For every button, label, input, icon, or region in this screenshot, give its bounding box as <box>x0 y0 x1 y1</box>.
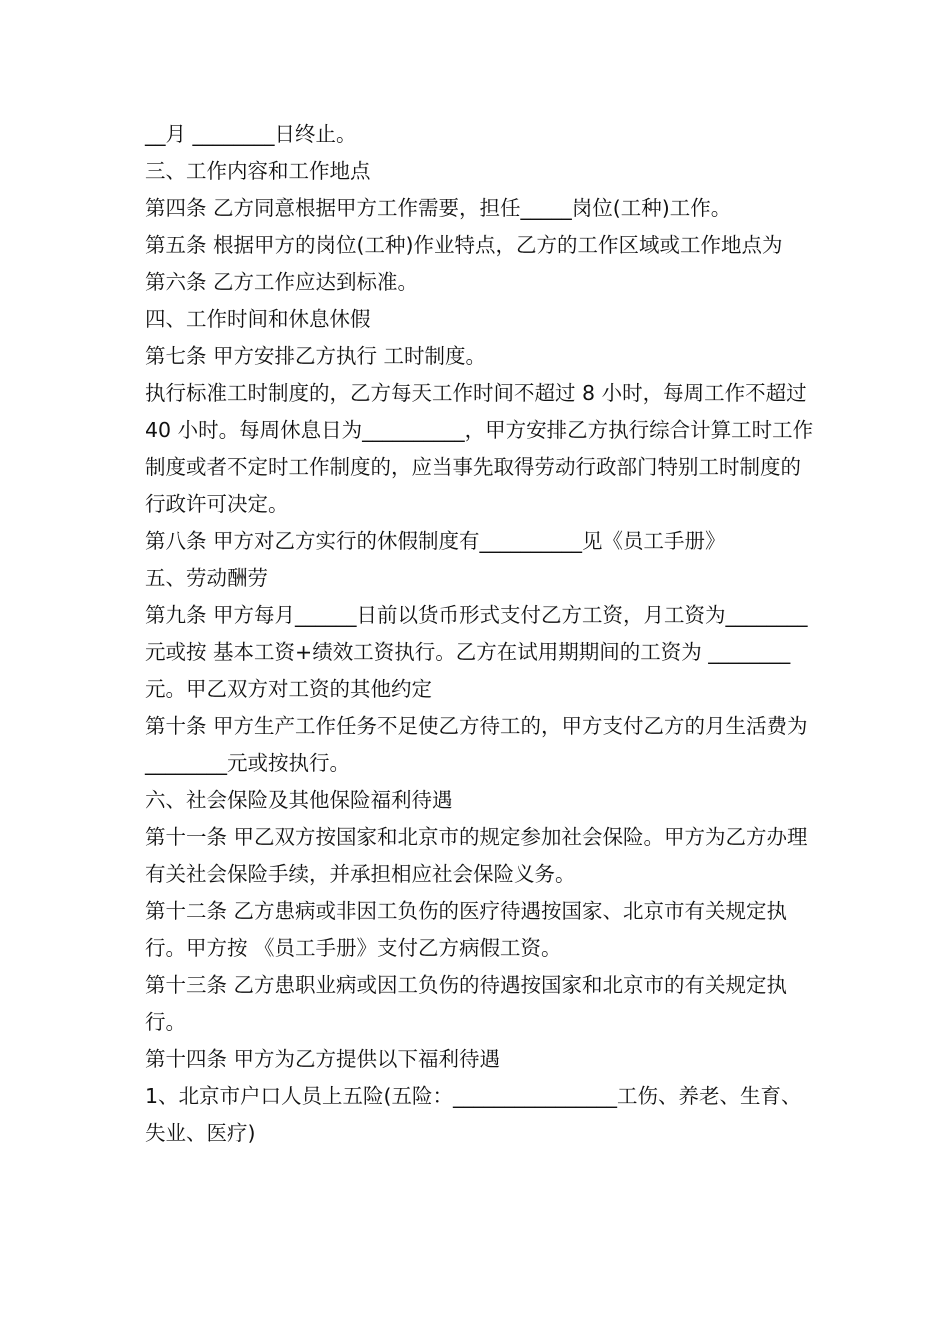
article-11: 第十一条 甲乙双方按国家和北京市的规定参加社会保险。甲方为乙方办理有关社会保险手续，并承担相应社会保险义务。 <box>145 825 808 886</box>
article-7: 第七条 甲方安排乙方执行 工时制度。 <box>145 344 487 368</box>
section-heading-social-insurance: 六、社会保险及其他保险福利待遇 <box>145 788 453 812</box>
article-6: 第六条 乙方工作应达到标准。 <box>145 270 419 294</box>
section-heading-work-hours: 四、工作时间和休息休假 <box>145 307 371 331</box>
section-heading-remuneration: 五、劳动酬劳 <box>145 566 268 590</box>
paragraph-end-date: __月 ________日终止。 <box>145 122 357 146</box>
article-4: 第四条 乙方同意根据甲方工作需要，担任_____岗位(工种)工作。 <box>145 196 732 220</box>
article-10: 第十条 甲方生产工作任务不足使乙方待工的，甲方支付乙方的月生活费为 ________元或按执行。 <box>145 714 815 775</box>
article-13: 第十三条 乙方患职业病或因工负伤的待遇按国家和北京市的有关规定执行。 <box>145 973 788 1034</box>
article-14: 第十四条 甲方为乙方提供以下福利待遇 <box>145 1047 501 1071</box>
article-8: 第八条 甲方对乙方实行的休假制度有__________见《员工手册》 <box>145 529 726 553</box>
paragraph-standard-hours: 执行标准工时制度的，乙方每天工作时间不超过 8 小时，每周工作不超过 40 小时。每周休息日为__________，甲方安排乙方执行综合计算工时工作制度或者不定时工作制度的，应当事先取得劳动行政部门特别工时制度的行政许可决定。 <box>145 381 814 516</box>
article-12: 第十二条 乙方患病或非因工负伤的医疗待遇按国家、北京市有关规定执行。甲方按 《员工手册》支付乙方病假工资。 <box>145 899 788 960</box>
article-5: 第五条 根据甲方的岗位(工种)作业特点，乙方的工作区域或工作地点为 <box>145 233 783 257</box>
contract-body <box>145 116 815 1152</box>
section-heading-work-content: 三、工作内容和工作地点 <box>145 159 371 183</box>
article-9: 第九条 甲方每月______日前以货币形式支付乙方工资，月工资为________元或按 基本工资+绩效工资执行。乙方在试用期期间的工资为 ________元。甲乙双方对工资的其他约定 <box>145 603 808 701</box>
benefit-item-1: 1、北京市户口人员上五险(五险：________________工伤、养老、生育、失业、医疗) <box>145 1084 802 1145</box>
